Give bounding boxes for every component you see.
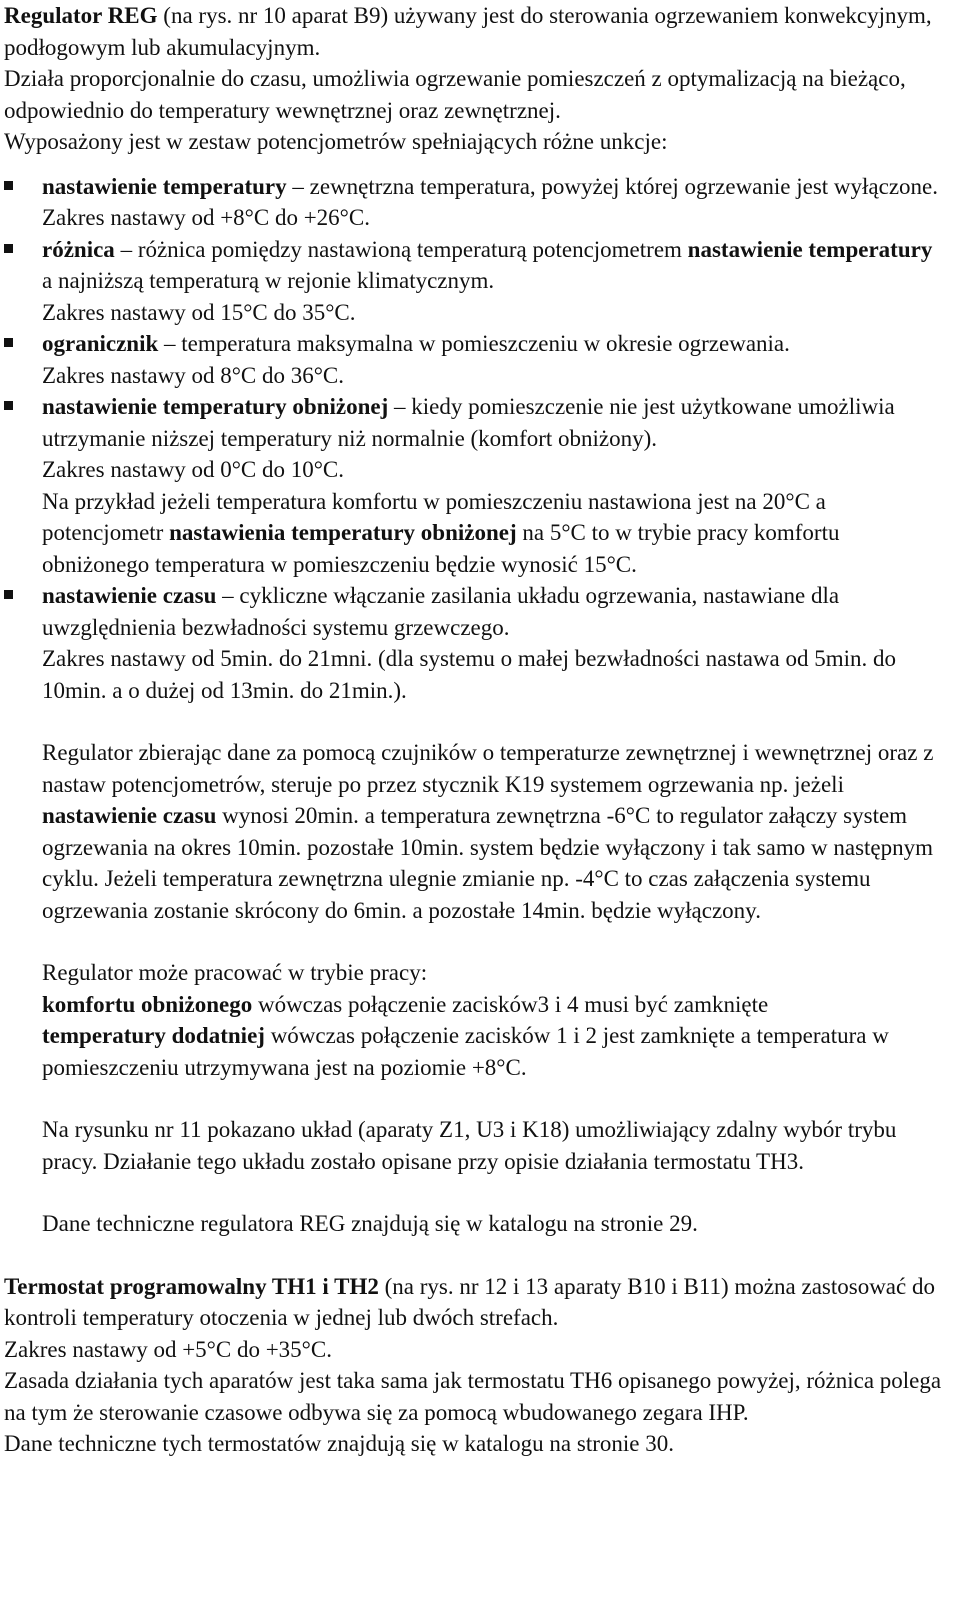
figure-11-paragraph: Na rysunku nr 11 pokazano układ (aparaty Z1, U3 i K18) umożliwiający zdalny wybór trybu pracy. Działanie tego układu zostało opisane przy opisie działania termostatu TH3. bbox=[42, 1117, 897, 1174]
example-text-a: Na przykład jeżeli temperatura komfortu w pomieszczeniu nastawiona jest na 20°C a potencjometr bbox=[42, 488, 826, 545]
thermostat-paragraph bbox=[4, 1271, 942, 1460]
list-item-range: Zakres nastawy od 0°C do 10°C. bbox=[42, 457, 345, 482]
list-item-text: – temperatura maksymalna w pomieszczeniu w okresie ogrzewania. bbox=[158, 331, 790, 356]
list-item-limiter bbox=[4, 328, 942, 391]
list-item-text-2: a najniższą temperaturą w rejonie klimatycznym. bbox=[42, 268, 495, 293]
mode-term-positive: temperatury dodatniej bbox=[42, 1023, 265, 1048]
thermostat-range: Zakres nastawy od +5°C do +35°C. bbox=[4, 1336, 332, 1362]
mode-text-positive: wówczas połączenie zacisków 1 i 2 jest zamknięte a temperatura w pomieszczeniu utrzymywana jest na poziomie +8°C. bbox=[42, 1023, 889, 1080]
square-bullet-icon bbox=[4, 401, 13, 410]
list-item-term: ogranicznik bbox=[42, 331, 159, 356]
list-item-text: – cykliczne włączanie zasilania układu ogrzewania, nastawiane dla uwzględnienia bezwładności systemu grzewczego. bbox=[42, 583, 840, 640]
list-item-difference bbox=[4, 234, 942, 329]
potentiometer-list bbox=[4, 171, 942, 707]
list-item-term-2: nastawienie temperatury bbox=[687, 236, 933, 262]
thermostat-principle: Zasada działania tych aparatów jest taka sama jak termostatu TH6 opisanego powyżej, różnica polega na tym że sterowanie czasowe odbywa się za pomocą wbudowanego zegara IHP. bbox=[4, 1368, 942, 1425]
intro-text-1: (na rys. nr 10 aparat B9) używany jest do sterowania ogrzewaniem konwekcyjnym, podłogowym lub akumulacyjnym. bbox=[4, 3, 932, 60]
square-bullet-icon bbox=[4, 338, 13, 347]
list-item-setting-temperature bbox=[4, 171, 942, 234]
regulator-catalog-paragraph: Dane techniczne regulatora REG znajdują się w katalogu na stronie 29. bbox=[42, 1211, 698, 1236]
example-text-b: na 5°C to w trybie pracy komfortu obniżonego temperatura w pomieszczeniu będzie wynosić 15°C. bbox=[42, 520, 840, 577]
list-item-time-setting bbox=[4, 580, 942, 706]
list-item-term: nastawienie czasu bbox=[42, 583, 217, 608]
list-item-range: Zakres nastawy od 15°C do 35°C. bbox=[42, 299, 356, 325]
modes-paragraph bbox=[4, 957, 942, 1083]
regulator-text-a: Regulator zbierając dane za pomocą czujników o temperaturze zewnętrznej i wewnętrznej oraz z nastaw potencjometrów, steruje po przez stycznik K19 systemem ogrzewania np. jeżeli bbox=[42, 740, 934, 797]
list-item-text: – zewnętrzna temperatura, powyżej której ogrzewanie jest wyłączone. Zakres nastawy od +8°C do +26°C. bbox=[42, 173, 939, 230]
modes-intro: Regulator może pracować w trybie pracy: bbox=[42, 960, 428, 985]
mode-text-reduced: wówczas połączenie zacisków3 i 4 musi być zamknięte bbox=[252, 991, 769, 1017]
intro-heading: Regulator REG bbox=[4, 3, 158, 28]
list-item-term: różnica bbox=[42, 236, 115, 262]
intro-paragraph bbox=[4, 0, 942, 63]
list-item-text: – różnica pomiędzy nastawioną temperaturą potencjometrem bbox=[114, 236, 688, 262]
regulator-text-b: wynosi 20min. a temperatura zewnętrzna -6°C to regulator załączy system ogrzewania na okres 10min. pozostałe 10min. system będzie wyłączony i tak samo w następnym cyklu. Jeżeli temperatura zewnętrzna ulegnie zmianie np. -4°C to czas załączenia systemu ogrzewania zostanie skrócony do 6min. a pozostałe 14min. będzie wyłączony. bbox=[42, 803, 934, 923]
intro-text-3: Wyposażony jest w zestaw potencjometrów spełniających różne unkcje: bbox=[4, 129, 668, 154]
regulator-operation-paragraph bbox=[4, 737, 942, 926]
regulator-term: nastawienie czasu bbox=[42, 803, 217, 828]
thermostat-heading: Termostat programowalny TH1 i TH2 bbox=[4, 1273, 379, 1299]
intro-text-2: Działa proporcjonalnie do czasu, umożliwia ogrzewanie pomieszczeń z optymalizacją na bieżąco, odpowiednio do temperatury wewnętrznej oraz zewnętrznej. bbox=[4, 66, 906, 123]
list-item-range: Zakres nastawy od 5min. do 21mni. (dla systemu o małej bezwładności nastawa od 5min. do 10min. a o dużej od 13min. do 21min.). bbox=[42, 646, 897, 703]
list-item-term: nastawienie temperatury bbox=[42, 173, 287, 199]
list-item-text: – kiedy pomieszczenie nie jest użytkowane umożliwia utrzymanie niższej temperatury niż normalnie (komfort obniżony). bbox=[42, 394, 895, 451]
list-item-range: Zakres nastawy od 8°C do 36°C. bbox=[42, 362, 345, 388]
example-term: nastawienia temperatury obniżonej bbox=[169, 520, 517, 545]
square-bullet-icon bbox=[4, 181, 13, 190]
square-bullet-icon bbox=[4, 244, 13, 253]
mode-term-reduced: komfortu obniżonego bbox=[42, 991, 253, 1017]
thermostat-text-1: (na rys. nr 12 i 13 aparaty B10 i B11) można zastosować do kontroli temperatury otoczenia w jednej lub dwóch strefach. bbox=[4, 1273, 935, 1330]
thermostat-catalog: Dane techniczne tych termostatów znajdują się w katalogu na stronie 30. bbox=[4, 1431, 674, 1456]
list-item-reduced-temperature bbox=[4, 391, 942, 580]
square-bullet-icon bbox=[4, 590, 13, 599]
list-item-term: nastawienie temperatury obniżonej bbox=[42, 394, 389, 419]
